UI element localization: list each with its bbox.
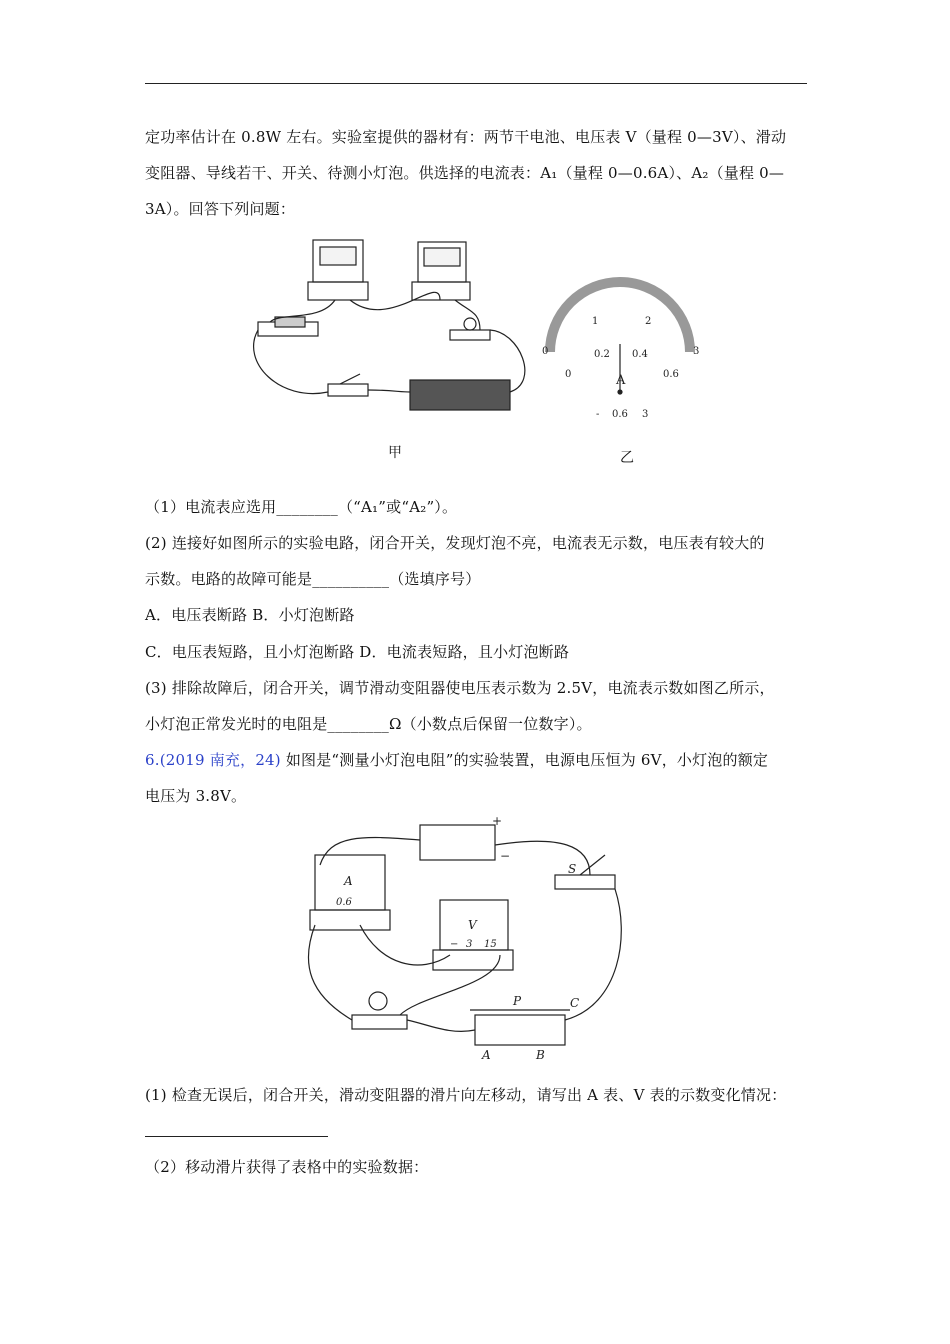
- q6-source: (2019 南充，24): [159, 751, 281, 769]
- q5-part3a: (3) 排除故障后，闭合开关，调节滑动变阻器使电压表示数为 2.5V，电流表示数如图乙所示，: [145, 679, 775, 697]
- q6-stem: [145, 750, 768, 770]
- dial-label: 0: [565, 369, 572, 380]
- dial-label: 0.4: [632, 349, 648, 360]
- dial-label: 1: [592, 316, 599, 327]
- terminal-label-c: C: [570, 996, 580, 1010]
- circuit-figure-1: [240, 232, 710, 472]
- q5-part3b: 小灯泡正常发光时的电阻是________Ω（小数点后保留一位数字）。: [145, 715, 592, 733]
- rheostat: [475, 1015, 565, 1045]
- q6-part2: （2）移动滑片获得了表格中的实验数据：: [145, 1158, 429, 1176]
- circuit-figure-2: [300, 815, 640, 1065]
- figure-caption-jia: 甲: [388, 445, 402, 461]
- voltmeter-symbol: V: [468, 918, 477, 932]
- voltmeter-terminal: 3: [466, 939, 473, 950]
- dial-unit: A: [616, 373, 626, 388]
- voltmeter-terminal: −: [450, 939, 459, 950]
- q6-part1: (1) 检查无误后，闭合开关，滑动变阻器的滑片向左移动，请写出 A 表、V 表的示数变化情况：: [145, 1086, 787, 1104]
- q5-part1: （1）电流表应选用________（“A₁”或“A₂”）。: [145, 498, 458, 516]
- slider-label-p: P: [513, 994, 522, 1008]
- intro-line-3: 3A）。回答下列问题：: [145, 200, 296, 218]
- terminal-label: 0.6: [612, 409, 628, 420]
- battery-minus-label: −: [500, 849, 511, 863]
- bulb-base: [450, 330, 490, 340]
- battery-pack: [420, 825, 495, 860]
- q5-options-ab: A．电压表断路 B．小灯泡断路: [145, 606, 355, 624]
- q5-options-cd: C．电压表短路，且小灯泡断路 D．电流表短路，且小灯泡断路: [145, 643, 570, 661]
- terminal-label-a: A: [482, 1048, 491, 1062]
- rheostat: [410, 380, 510, 410]
- intro-line-1: 定功率估计在 0.8W 左右。实验室提供的器材有：两节干电池、电压表 V（量程 0—3V）、滑动: [145, 128, 787, 146]
- voltmeter-terminal: 15: [484, 939, 497, 950]
- intro-line-2: 变阻器、导线若干、开关、待测小灯泡。供选择的电流表：A₁（量程 0—0.6A）、A₂（量程 0—: [145, 164, 785, 182]
- dial-label: 2: [645, 316, 652, 327]
- dial-label: 0.6: [663, 369, 679, 380]
- terminal-label: 3: [642, 409, 649, 420]
- dial-label: 0.2: [594, 349, 610, 360]
- switch: [555, 875, 615, 889]
- ammeter-terminal: 0.6: [336, 897, 352, 908]
- q6-text-a: 如图是“测量小灯泡电阻”的实验装置，电源电压恒为 6V，小灯泡的额定: [285, 751, 769, 769]
- switch-label: S: [568, 862, 577, 876]
- q6-text-b: 电压为 3.8V。: [145, 787, 247, 805]
- q5-part2b: 示数。电路的故障可能是__________（选填序号）: [145, 570, 481, 588]
- bulb-base: [352, 1015, 407, 1029]
- terminal-label-b: B: [536, 1048, 545, 1062]
- q6-number: 6.: [145, 751, 160, 769]
- battery-plus-label: +: [492, 815, 503, 828]
- switch: [328, 384, 368, 396]
- dial-label: 3: [693, 346, 700, 357]
- ammeter-symbol: A: [344, 874, 353, 888]
- answer-blank-line: [145, 1136, 328, 1137]
- terminal-label: -: [596, 409, 600, 420]
- header-rule: [145, 83, 807, 84]
- dial-label: 0: [542, 346, 549, 357]
- q5-part2a: (2) 连接好如图所示的实验电路，闭合开关，发现灯泡不亮，电流表无示数，电压表有较大的: [145, 534, 765, 552]
- figure-caption-yi: 乙: [620, 450, 634, 466]
